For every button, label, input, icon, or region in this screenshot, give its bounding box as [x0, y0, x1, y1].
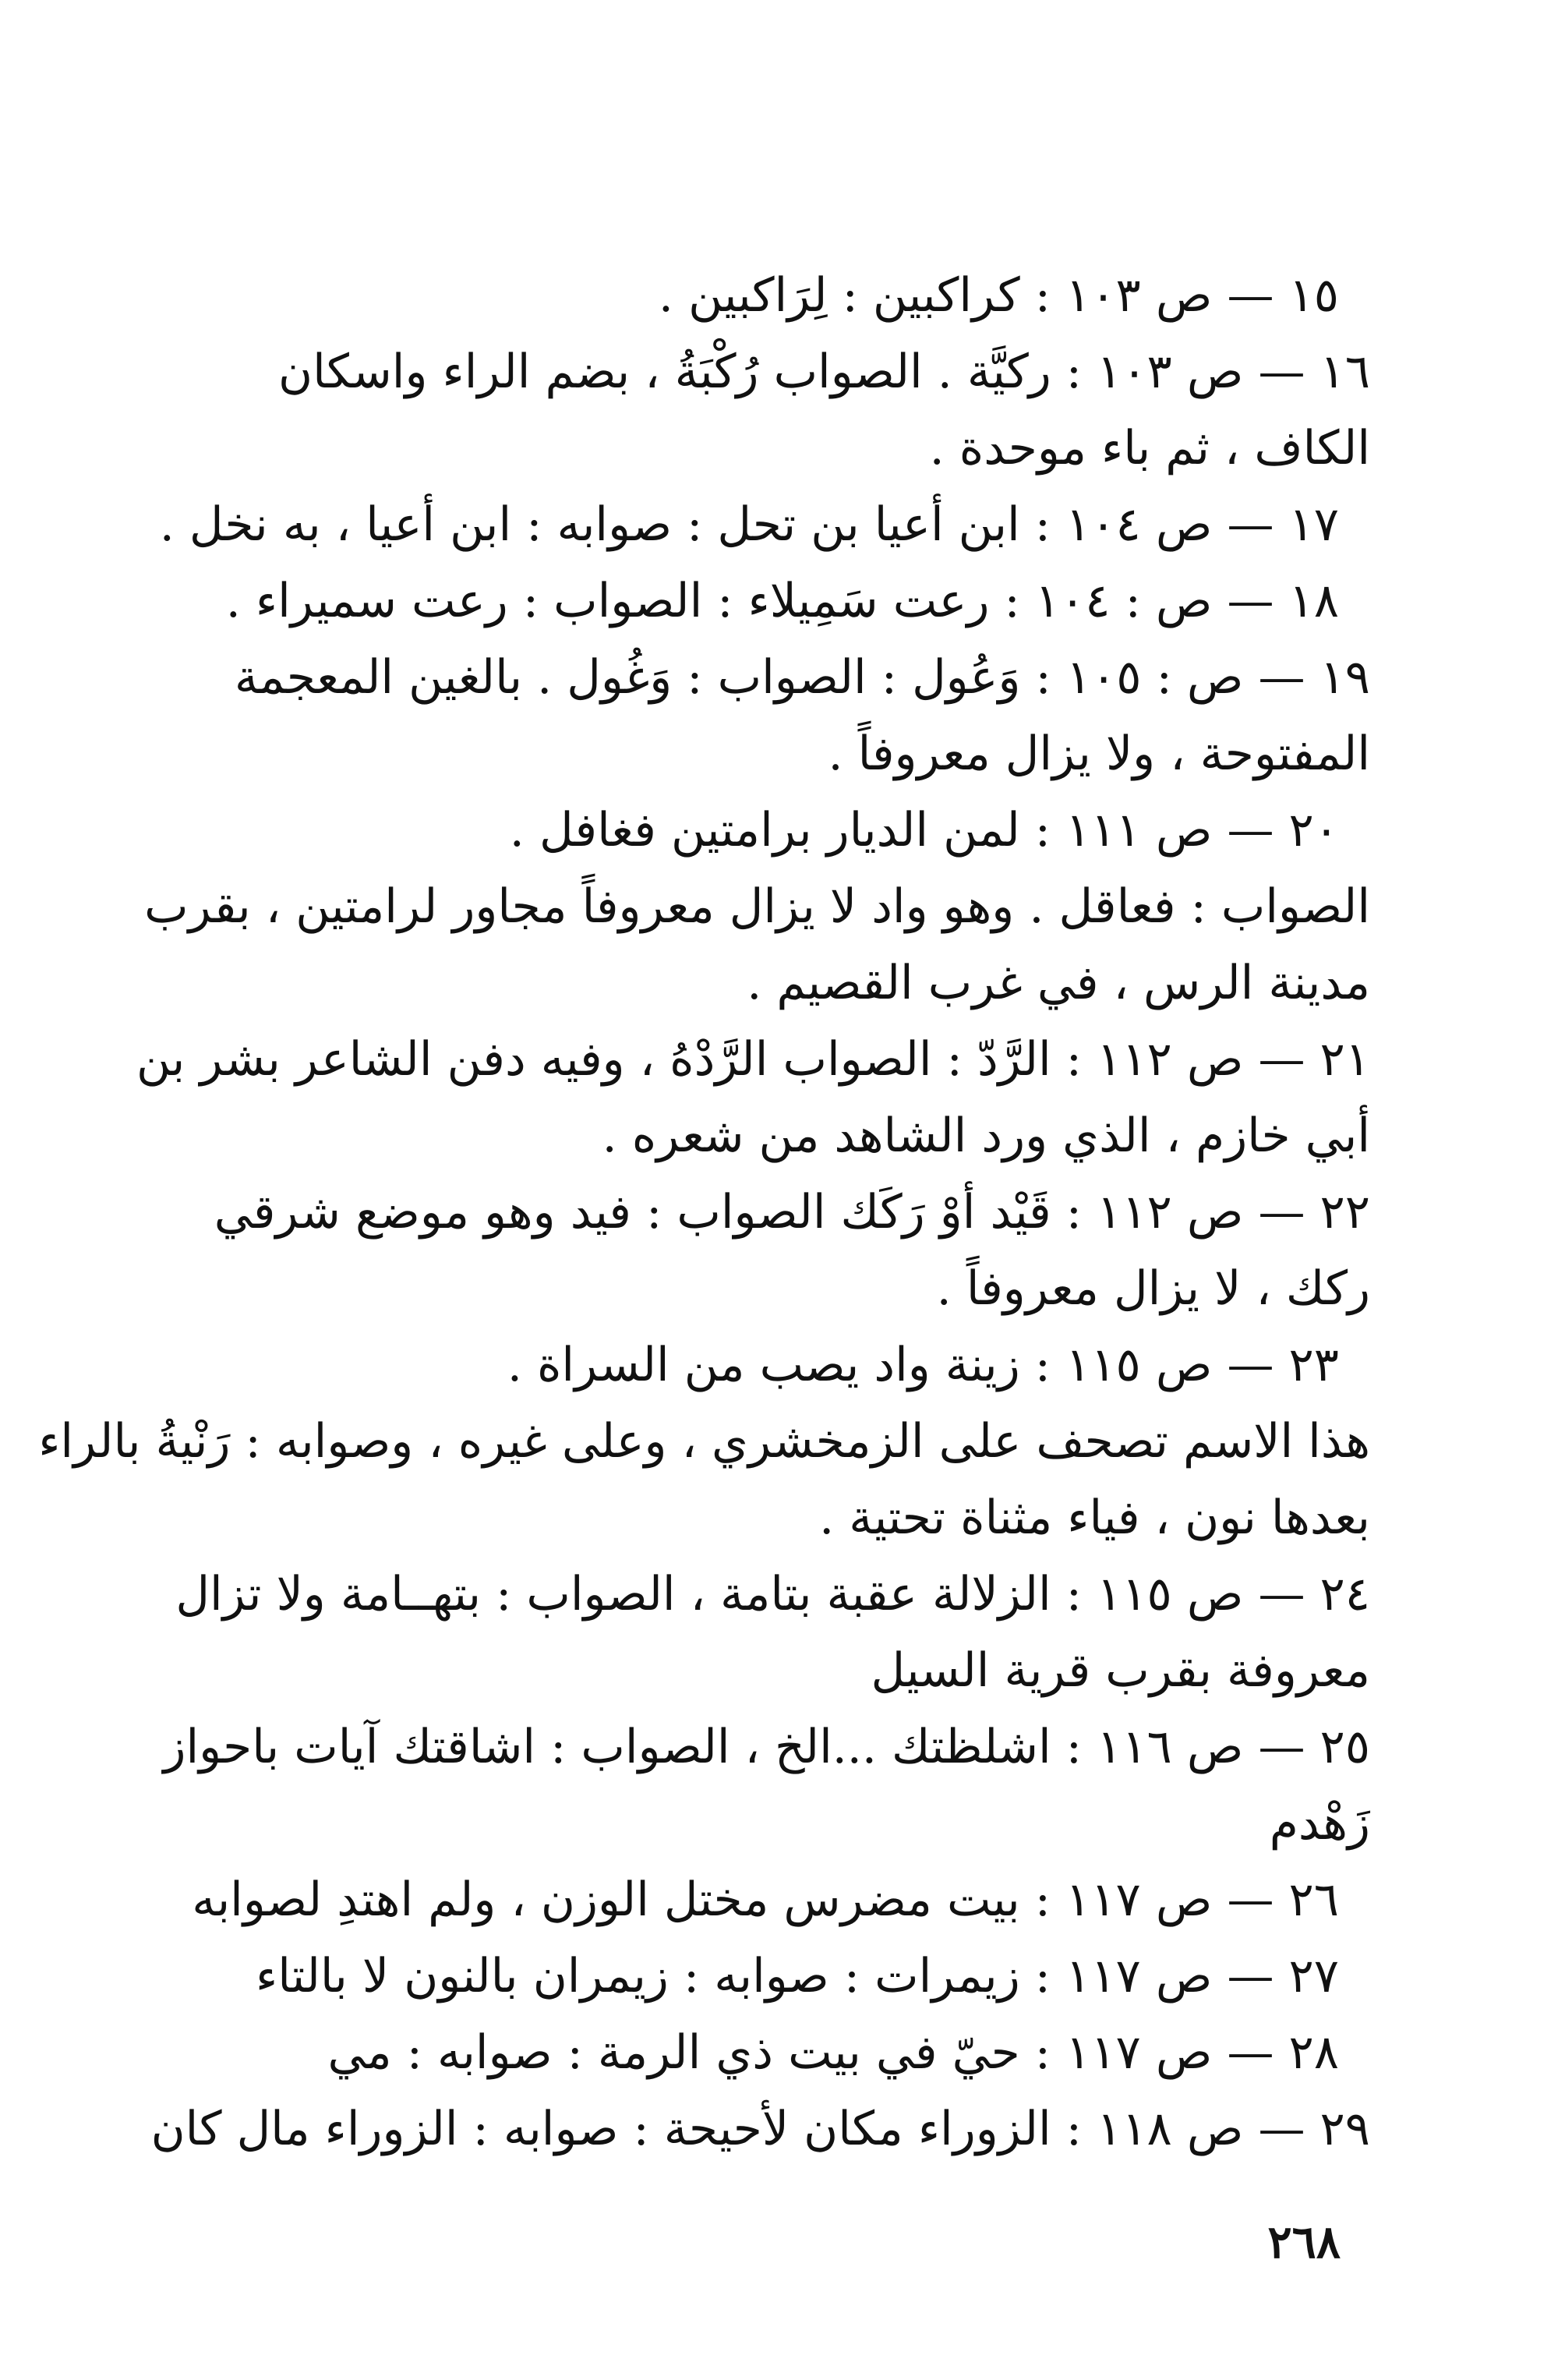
entry-16-continuation: الكاف ، ثم باء موحدة .	[929, 421, 1370, 476]
entry-28-line: ٢٨ — ص ١١٧ : حيّ في بيت ذي الرمة : صوابه : مي	[327, 2025, 1339, 2080]
entry-22-continuation: ركك ، لا يزال معروفاً .	[936, 1261, 1370, 1316]
entry-24-line: ٢٤ — ص ١١٥ : الزلالة عقبة بتامة ، الصواب : بتهــامة ولا تزال	[175, 1567, 1370, 1621]
entry-21-line: ٢١ — ص ١١٢ : الرَّدّ : الصواب الرَّدْهُ ، وفيه دفن الشاعر بشر بن	[136, 1032, 1370, 1087]
entry-21-continuation: أبي خازم ، الذي ورد الشاهد من شعره .	[602, 1109, 1370, 1163]
entry-16-line: ١٦ — ص ١٠٣ : ركيَّة . الصواب رُكْبَةُ ، بضم الراء واسكان	[278, 345, 1370, 399]
entry-27-line: ٢٧ — ص ١١٧ : زيمرات : صوابه : زيمران بالنون لا بالتاء	[255, 1949, 1339, 2003]
entry-20-line: ٢٠ — ص ١١١ : لمن الديار برامتين فغافل .	[509, 803, 1339, 858]
entry-25-continuation: زَهْدم	[1269, 1796, 1370, 1851]
entry-22-line: ٢٢ — ص ١١٢ : قَيْد أوْ رَكَك الصواب : فيد وهو موضع شرقي	[214, 1185, 1370, 1240]
entry-18-line: ١٨ — ص : ١٠٤ : رعت سَمِيلاء : الصواب : رعت سميراء .	[225, 574, 1339, 628]
entry-20-continuation: مدينة الرس ، في غرب القصيم .	[747, 956, 1370, 1010]
entry-25-line: ٢٥ — ص ١١٦ : اشلظتك ...الخ ، الصواب : اشاقتك آيات باحواز	[163, 1720, 1370, 1774]
page-number: ٢٦٨	[1267, 2216, 1341, 2269]
entry-26-line: ٢٦ — ص ١١٧ : بيت مضرس مختل الوزن ، ولم اهتدِ لصوابه	[192, 1873, 1339, 1927]
entry-15-line: ١٥ — ص ١٠٣ : كراكبين : لِرَاكبين .	[658, 268, 1339, 323]
entry-19-line: ١٩ — ص : ١٠٥ : وَعُول : الصواب : وَغُول . بالغين المعجمة	[234, 650, 1370, 705]
entry-29-line: ٢٩ — ص ١١٨ : الزوراء مكان لأحيحة : صوابه : الزوراء مال كان	[150, 2102, 1370, 2156]
entry-23-line: ٢٣ — ص ١١٥ : زينة واد يصب من السراة .	[507, 1338, 1339, 1392]
entry-23-continuation: بعدها نون ، فياء مثناة تحتية .	[819, 1491, 1370, 1545]
entry-20-correction: الصواب : فعاقل . وهو واد لا يزال معروفاً مجاور لرامتين ، بقرب	[144, 879, 1370, 934]
entry-23-correction: هذا الاسم تصحف على الزمخشري ، وعلى غيره ، وصوابه : رَنْيةُ بالراء	[38, 1414, 1370, 1469]
entry-19-continuation: المفتوحة ، ولا يزال معروفاً .	[828, 727, 1370, 781]
entry-17-line: ١٧ — ص ١٠٤ : ابن أعيا بن تحل : صوابه : ابن أعيا ، به نخل .	[159, 497, 1339, 552]
entry-24-continuation: معروفة بقرب قرية السيل	[871, 1643, 1370, 1698]
page-text	[38, 257, 1370, 2167]
